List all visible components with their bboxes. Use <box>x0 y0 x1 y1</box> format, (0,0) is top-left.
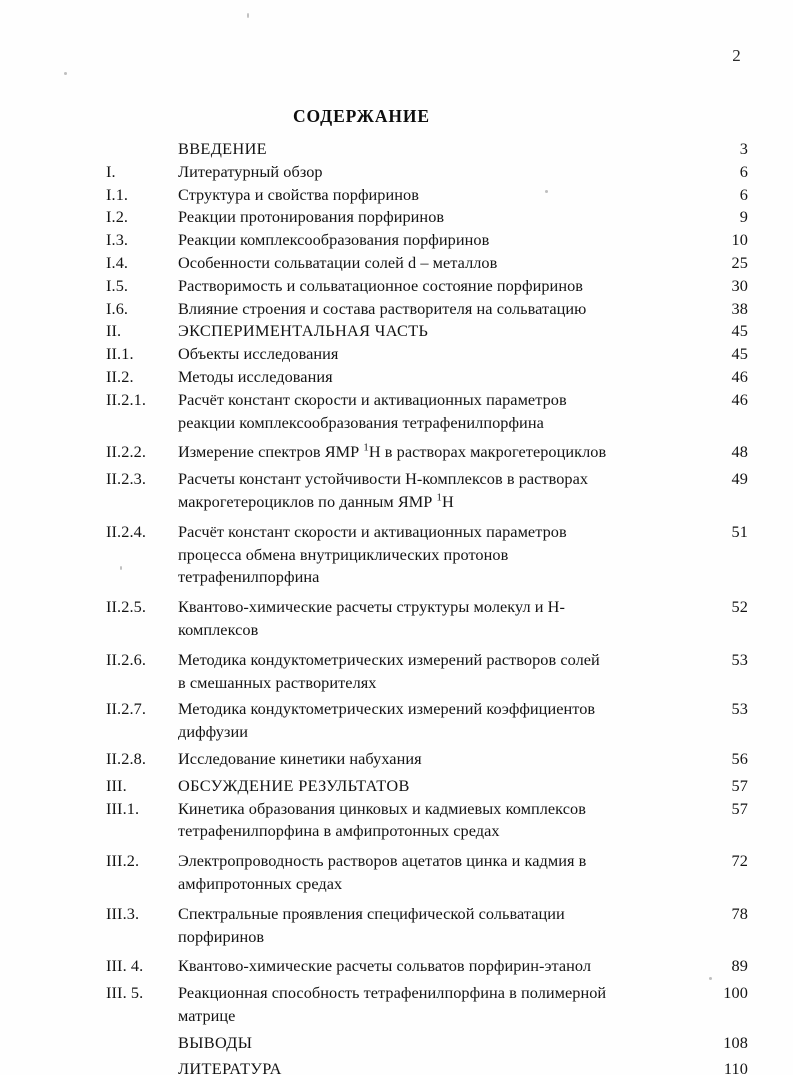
toc-entry-page: 78 <box>731 903 748 923</box>
toc-entry-title: Квантово-химические расчеты структуры молекул и Н- комплексов <box>178 596 702 642</box>
toc-entry[interactable] <box>106 982 748 1028</box>
toc-entry[interactable] <box>106 441 748 464</box>
toc-entry-title-continuation: тетрафенилпорфина в амфипротонных средах <box>178 821 500 841</box>
toc-entry[interactable] <box>106 298 748 321</box>
toc-entry-number: I.5. <box>106 275 129 295</box>
toc-entry[interactable] <box>106 252 748 275</box>
toc-entry-page: 45 <box>731 321 748 341</box>
toc-entry[interactable] <box>106 389 748 435</box>
toc-entry-title: Реакции комплексообразования порфиринов <box>178 230 490 250</box>
toc-entry-page: 6 <box>739 184 748 204</box>
toc-entry-number: II.1. <box>106 344 134 364</box>
toc-entry[interactable] <box>106 343 748 366</box>
toc-entry-title: Методы исследования <box>178 366 333 386</box>
toc-entry-page: 3 <box>739 139 748 158</box>
toc-entry-title: Литературный обзор <box>178 161 323 181</box>
toc-entry-number: I.6. <box>106 298 129 318</box>
toc-entry-number: II.2.8. <box>106 748 147 768</box>
toc-entry-page: 52 <box>731 597 748 617</box>
toc-entry[interactable] <box>106 275 748 298</box>
toc-entry-title-continuation: комплексов <box>178 619 259 639</box>
toc-entry-number: II.2.3. <box>106 469 147 489</box>
toc-entry-number: II.2.2. <box>106 442 147 462</box>
toc-entry-page: 57 <box>731 775 748 795</box>
page-title: СОДЕРЖАНИЕ <box>292 106 430 126</box>
toc-entry[interactable] <box>106 955 748 978</box>
toc-entry-page: 110 <box>723 1059 748 1079</box>
toc-entry-title: Влияние строения и состава растворителя на сольватацию <box>178 298 587 318</box>
toc-entry[interactable] <box>106 161 748 184</box>
toc-entry[interactable] <box>106 206 748 229</box>
toc-entry[interactable] <box>106 850 748 896</box>
toc-entry-page: 51 <box>731 521 748 541</box>
toc-entry-title-continuation: реакции комплексообразования тетрафенилпорфина <box>178 412 544 432</box>
toc-entry-number: I.2. <box>106 207 129 227</box>
toc-entry-number: III.2. <box>106 851 140 871</box>
toc-entry-number: II.2. <box>106 366 134 386</box>
toc-entry-title: ВЫВОДЫ <box>178 1032 253 1052</box>
toc-row-spacer <box>106 434 748 441</box>
toc-entry-title: Объекты исследования <box>178 344 339 364</box>
toc-entry-page: 100 <box>723 983 748 1003</box>
toc-entry-title: Структура и свойства порфиринов <box>178 184 419 204</box>
toc-entry-page: 108 <box>723 1032 748 1052</box>
toc-entry[interactable] <box>106 138 748 161</box>
toc-entry-title-continuation: порфиринов <box>178 926 265 946</box>
toc-entry[interactable] <box>106 366 748 389</box>
toc-row-spacer <box>106 642 748 649</box>
toc-entry[interactable] <box>106 798 748 844</box>
toc-row-spacer <box>106 514 748 521</box>
scan-speck <box>64 72 67 75</box>
toc-entry[interactable] <box>106 903 748 949</box>
toc-entry-title-continuation: процесса обмена внутрициклических протонов <box>178 544 509 564</box>
toc-entry-title: Реакции протонирования порфиринов <box>178 207 445 227</box>
toc-entry-number: II.2.1. <box>106 389 147 409</box>
toc-entry-title-continuation: диффузии <box>178 722 248 742</box>
toc-entry-page: 56 <box>731 748 748 768</box>
toc-entry-title: Измерение спектров ЯМР $^1$Н в растворах макрогетероциклов <box>178 441 607 462</box>
toc-entry-page: 10 <box>731 230 748 250</box>
toc-entry-title-continuation: макрогетероциклов по данным ЯМР $^1$Н <box>178 491 454 511</box>
toc-row-spacer <box>106 948 748 955</box>
toc-row-spacer <box>106 843 748 850</box>
toc-entry-number: III. <box>106 775 127 795</box>
toc-entry-number: I.3. <box>106 230 129 250</box>
toc-entry-number: II.2.7. <box>106 699 147 719</box>
toc-entry-page: 46 <box>731 366 748 386</box>
toc-entry-page: 9 <box>739 207 748 227</box>
toc-entry-number: I. <box>106 161 116 181</box>
toc-entry[interactable] <box>106 521 748 589</box>
toc-entry-title-continuation: матрице <box>178 1005 236 1025</box>
toc-entry-title: Расчёт констант скорости и активационных параметров реакции комплексообразования тетрафенилпорфина <box>178 389 702 435</box>
toc-entry-title-continuation: тетрафенилпорфина <box>178 567 320 587</box>
toc-entry-title: Растворимость и сольватационное состояние порфиринов <box>178 275 584 295</box>
toc-entry[interactable] <box>106 1058 748 1081</box>
toc-entry-title: Спектральные проявления специфической сольватации порфиринов <box>178 903 702 949</box>
toc-entry[interactable] <box>106 698 748 744</box>
toc-entry-title: Электропроводность растворов ацетатов цинка и кадмия в амфипротонных средах <box>178 850 702 896</box>
toc-entry-title: ОБСУЖДЕНИЕ РЕЗУЛЬТАТОВ <box>178 775 410 795</box>
toc-entry[interactable] <box>106 184 748 207</box>
toc-entry-title: Расчёт констант скорости и активационных параметров процесса обмена внутрициклических протонов тетрафенилпорфина <box>178 521 702 589</box>
toc-entry-title-continuation: в смешанных растворителях <box>178 672 377 692</box>
toc-entry-page: 6 <box>739 161 748 181</box>
toc-entry-number: I.1. <box>106 184 129 204</box>
toc-row-spacer <box>106 589 748 596</box>
toc-entry-number: III. 4. <box>106 956 144 976</box>
toc-entry-page: 89 <box>731 956 748 976</box>
toc-entry-title: Квантово-химические расчеты сольватов порфирин-этанол <box>178 956 592 976</box>
page-number: 2 <box>732 46 741 65</box>
toc-entry-title: Реакционная способность тетрафенилпорфина в полимерной матрице <box>178 982 702 1028</box>
toc-entry-number: III. 5. <box>106 983 144 1003</box>
toc-entry-page: 38 <box>731 298 748 318</box>
toc-entry-page: 53 <box>731 699 748 719</box>
toc-entry[interactable] <box>106 320 748 343</box>
toc-entry-title-continuation: амфипротонных средах <box>178 873 343 893</box>
toc-entry-page: 30 <box>731 275 748 295</box>
toc-entry-title: Расчеты констант устойчивости Н-комплексов в растворах макрогетероциклов по данным ЯМР $^1$Н <box>178 468 702 514</box>
toc-entry[interactable] <box>106 596 748 642</box>
toc-entry-number: II.2.6. <box>106 649 147 669</box>
toc-entry[interactable] <box>106 229 748 252</box>
scan-speck <box>247 13 249 18</box>
table-of-contents <box>106 138 748 1081</box>
toc-entry[interactable] <box>106 775 748 798</box>
toc-entry[interactable] <box>106 649 748 695</box>
toc-entry-title: Методика кондуктометрических измерений растворов солей в смешанных растворителях <box>178 649 702 695</box>
toc-entry-page: 45 <box>731 344 748 364</box>
toc-entry[interactable] <box>106 468 748 514</box>
toc-entry-page: 57 <box>731 798 748 818</box>
toc-entry-page: 25 <box>731 252 748 272</box>
toc-entry-number: II.2.4. <box>106 521 147 541</box>
toc-entry-number: II.2.5. <box>106 597 147 617</box>
toc-entry-title: Кинетика образования цинковых и кадмиевых комплексов тетрафенилпорфина в амфипротонных средах <box>178 798 702 844</box>
toc-entry-title: Методика кондуктометрических измерений коэффициентов диффузии <box>178 698 702 744</box>
toc-entry-title: ВВЕДЕНИЕ <box>178 139 267 158</box>
toc-entry-title: Особенности сольватации солей d – металлов <box>178 252 498 272</box>
toc-entry-page: 53 <box>731 649 748 669</box>
toc-entry-page: 48 <box>731 442 748 462</box>
toc-entry-number: III.3. <box>106 903 140 923</box>
toc-entry-title: ЛИТЕРАТУРА <box>178 1059 282 1079</box>
toc-row-spacer <box>106 896 748 903</box>
toc-entry-number: II. <box>106 321 122 341</box>
toc-entry-title: ЭКСПЕРИМЕНТАЛЬНАЯ ЧАСТЬ <box>178 321 429 341</box>
toc-entry-number: III.1. <box>106 798 140 818</box>
toc-entry-number: I.4. <box>106 252 129 272</box>
toc-entry[interactable] <box>106 748 748 771</box>
toc-entry-page: 46 <box>731 389 748 409</box>
toc-entry-page: 72 <box>731 851 748 871</box>
toc-entry-title: Исследование кинетики набухания <box>178 748 422 768</box>
toc-entry[interactable] <box>106 1032 748 1055</box>
toc-entry-page: 49 <box>731 469 748 489</box>
